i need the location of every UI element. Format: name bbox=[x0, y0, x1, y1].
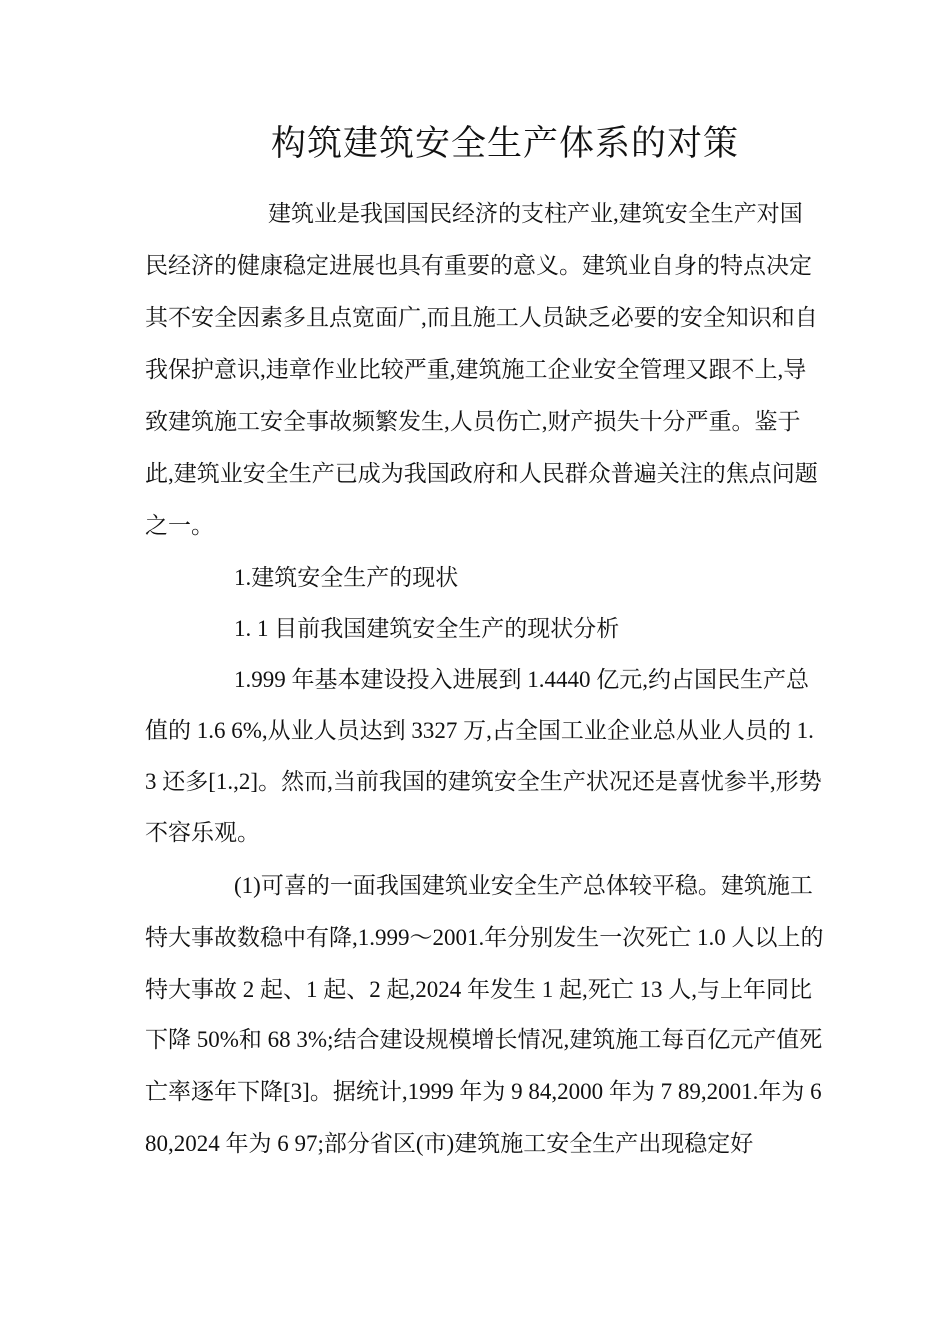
paragraph-line: 特大事故数稳中有降,1.999～2001.年分别发生一次死亡 1.0 人以上的 bbox=[145, 925, 824, 950]
paragraph-line: 致建筑施工安全事故频繁发生,人员伤亡,财产损失十分严重。鉴于 bbox=[145, 409, 801, 434]
paragraph-line: 80,2024 年为 6 97;部分省区(市)建筑施工安全生产出现稳定好 bbox=[145, 1131, 754, 1156]
paragraph-line: 我保护意识,违章作业比较严重,建筑施工企业安全管理又跟不上,导 bbox=[145, 357, 807, 382]
paragraph-line: 民经济的健康稳定进展也具有重要的意义。建筑业自身的特点决定 bbox=[145, 253, 812, 278]
paragraph-line: 特大事故 2 起、1 起、2 起,2024 年发生 1 起,死亡 13 人,与上年同比 bbox=[145, 977, 812, 1002]
paragraph-line: 其不安全因素多且点宽面广,而且施工人员缺乏必要的安全知识和自 bbox=[145, 305, 818, 330]
section-heading: 1.建筑安全生产的现状 bbox=[234, 565, 459, 590]
subsection-heading: 1. 1 目前我国建筑安全生产的现状分析 bbox=[234, 616, 620, 641]
paragraph-line: 亡率逐年下降[3]。据统计,1999 年为 9 84,2000 年为 7 89,2001.年为 6 bbox=[145, 1079, 822, 1104]
paragraph-line: 值的 1.6 6%,从业人员达到 3327 万,占全国工业企业总从业人员的 1. bbox=[145, 718, 814, 743]
paragraph-line: 3 还多[1.,2]。然而,当前我国的建筑安全生产状况还是喜忧参半,形势 bbox=[145, 769, 822, 794]
paragraph-line: 建筑业是我国国民经济的支柱产业,建筑安全生产对国 bbox=[268, 201, 803, 226]
document-title: 构筑建筑安全生产体系的对策 bbox=[270, 124, 739, 163]
paragraph-line: 1.999 年基本建设投入进展到 1.4440 亿元,约占国民生产总 bbox=[234, 667, 809, 692]
paragraph-line: 下降 50%和 68 3%;结合建设规模增长情况,建筑施工每百亿元产值死 bbox=[145, 1027, 823, 1052]
paragraph-line: 之一。 bbox=[145, 513, 214, 538]
paragraph-line: 此,建筑业安全生产已成为我国政府和人民群众普遍关注的焦点问题 bbox=[145, 461, 818, 486]
paragraph-line: 不容乐观。 bbox=[145, 820, 260, 845]
paragraph-line: (1)可喜的一面我国建筑业安全生产总体较平稳。建筑施工 bbox=[234, 873, 813, 898]
